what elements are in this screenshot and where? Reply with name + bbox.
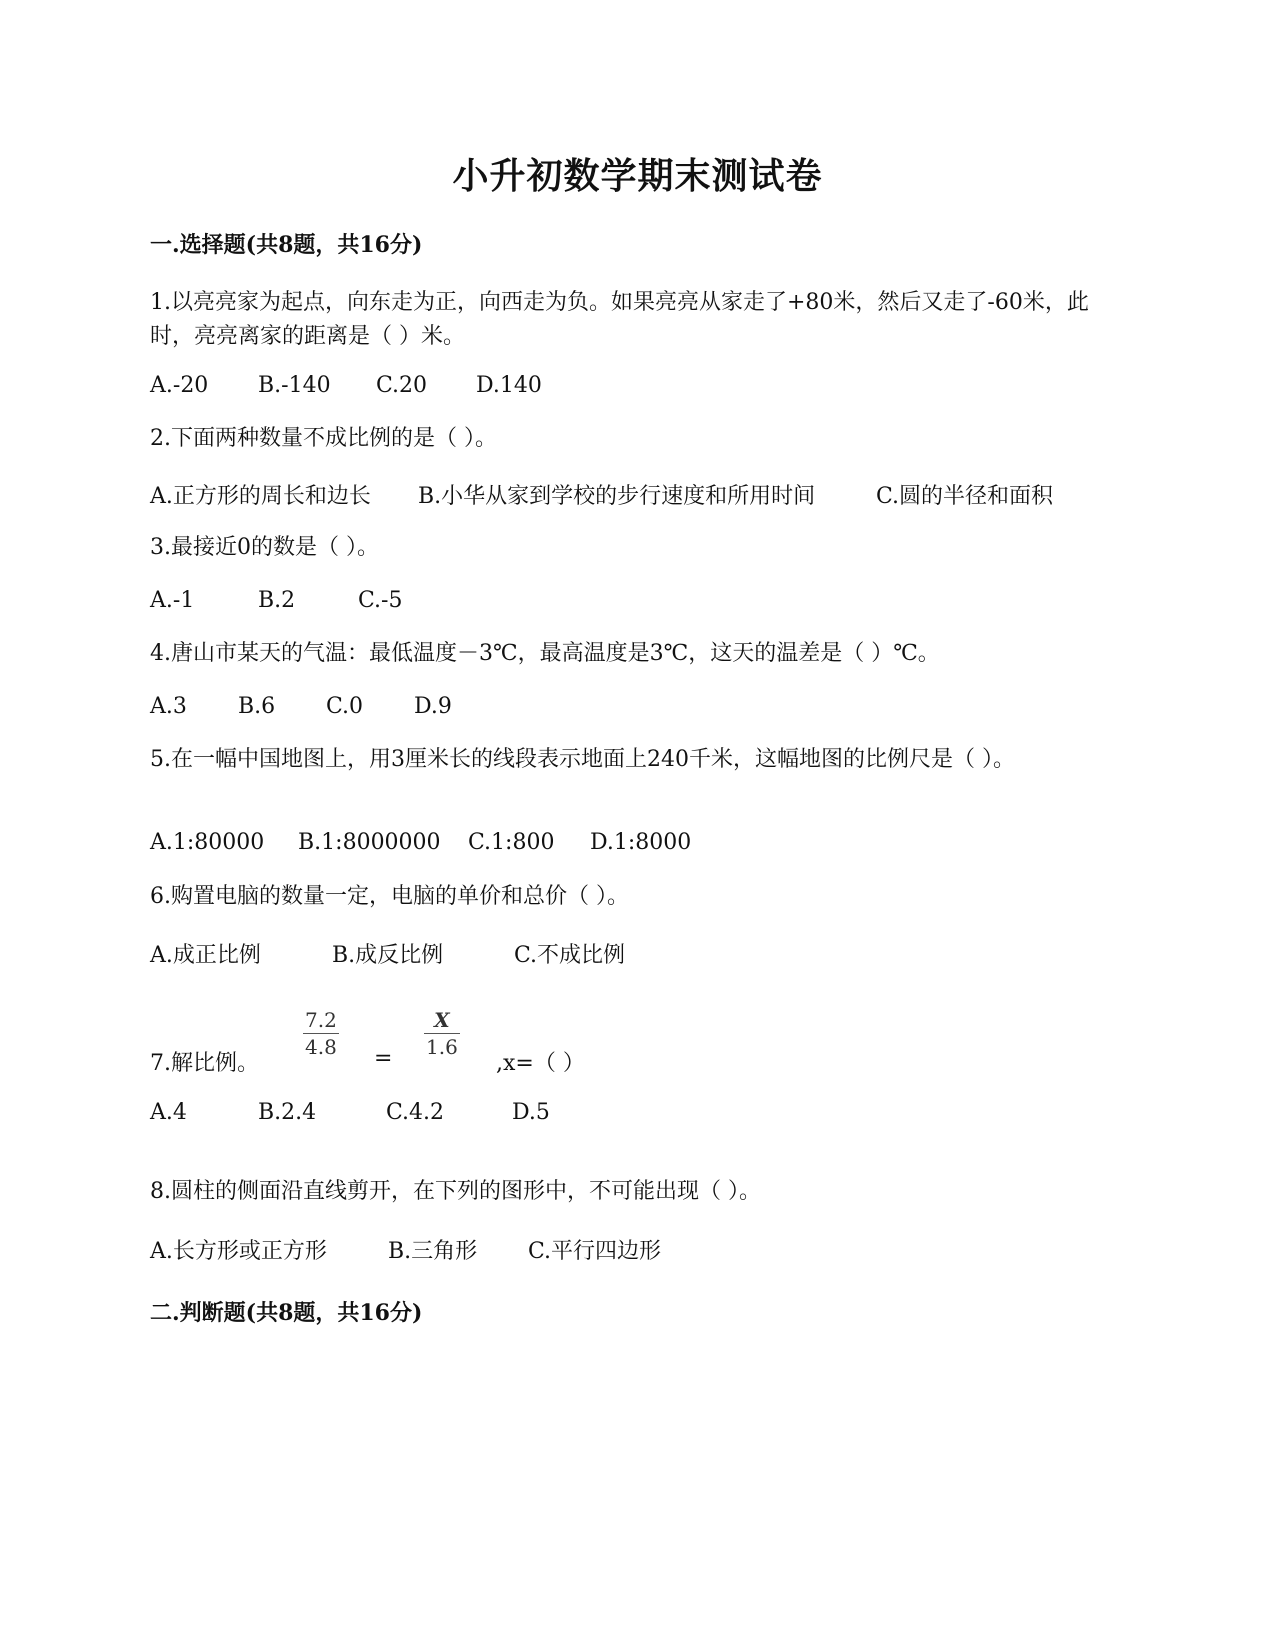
question-1: 1.以亮亮家为起点，向东走为正，向西走为负。如果亮亮从家走了+80米，然后又走了-60米，此时，亮亮离家的距离是（ ）米。 [150,290,1089,349]
equation-tail: ,x=（ ） [496,1051,585,1076]
fraction-right-numerator: X [434,1008,450,1032]
equals-sign: = [374,1046,393,1071]
option-b: B.-140 [258,373,331,398]
option-d: D.140 [476,373,542,398]
options-5 [150,830,691,855]
option-b: B.2 [258,588,296,613]
option-c: C.4.2 [386,1100,445,1125]
option-d: D.1:8000 [590,830,692,855]
option-a: A.正方形的周长和边长 [150,484,371,509]
options-8 [150,1234,661,1265]
section-heading-choice: 一.选择题(共8题，共16分) [150,232,423,258]
question-6: 6.购置电脑的数量一定，电脑的单价和总价（ ）。 [150,884,629,909]
fraction-left-numerator: 7.2 [305,1008,337,1032]
question-8: 8.圆柱的侧面沿直线剪开，在下列的图形中，不可能出现（ ）。 [150,1179,761,1204]
page-title: 小升初数学期末测试卷 [452,155,823,197]
option-d: D.5 [512,1100,550,1125]
options-1 [150,373,542,398]
fraction-right [424,1008,460,1059]
option-c: C.1:800 [468,830,555,855]
option-a: A.1:80000 [150,830,265,855]
option-b: B.2.4 [258,1100,317,1125]
option-c: C.-5 [358,588,403,613]
options-6 [150,938,625,969]
options-7 [150,1100,550,1125]
option-a: A.长方形或正方形 [150,1239,327,1264]
option-a: A.-20 [150,373,209,398]
option-a: A.4 [150,1100,187,1125]
options-2 [150,479,1053,510]
option-a: A.3 [150,694,187,719]
option-a: A.-1 [150,588,195,613]
option-c: C.不成比例 [514,943,626,968]
option-a: A.成正比例 [150,943,261,968]
option-c: C.0 [326,694,364,719]
question-3: 3.最接近0的数是（ ）。 [150,535,379,560]
option-b: B.成反比例 [332,943,444,968]
options-3 [150,588,402,613]
question-7: 7.解比例。 [150,1051,259,1076]
option-c: C.平行四边形 [528,1239,662,1264]
fraction-left-denominator: 4.8 [305,1035,337,1059]
option-b: B.三角形 [388,1239,478,1264]
option-c: C.20 [376,373,428,398]
question-5: 5.在一幅中国地图上，用3厘米长的线段表示地面上240千米，这幅地图的比例尺是（ ）。 [150,747,1015,772]
option-b: B.1:8000000 [298,830,441,855]
section-heading-judgment: 二.判断题(共8题，共16分) [150,1300,423,1326]
fraction-right-denominator: 1.6 [426,1035,458,1059]
option-d: D.9 [414,694,452,719]
option-b: B.6 [238,694,276,719]
question-2: 2.下面两种数量不成比例的是（ ）。 [150,426,497,451]
option-b: B.小华从家到学校的步行速度和所用时间 [418,484,816,509]
options-4 [150,694,452,719]
question-4: 4.唐山市某天的气温：最低温度－3℃，最高温度是3℃，这天的温差是（ ）℃。 [150,641,940,666]
option-c: C.圆的半径和面积 [876,484,1054,509]
fraction-left [303,1008,339,1059]
